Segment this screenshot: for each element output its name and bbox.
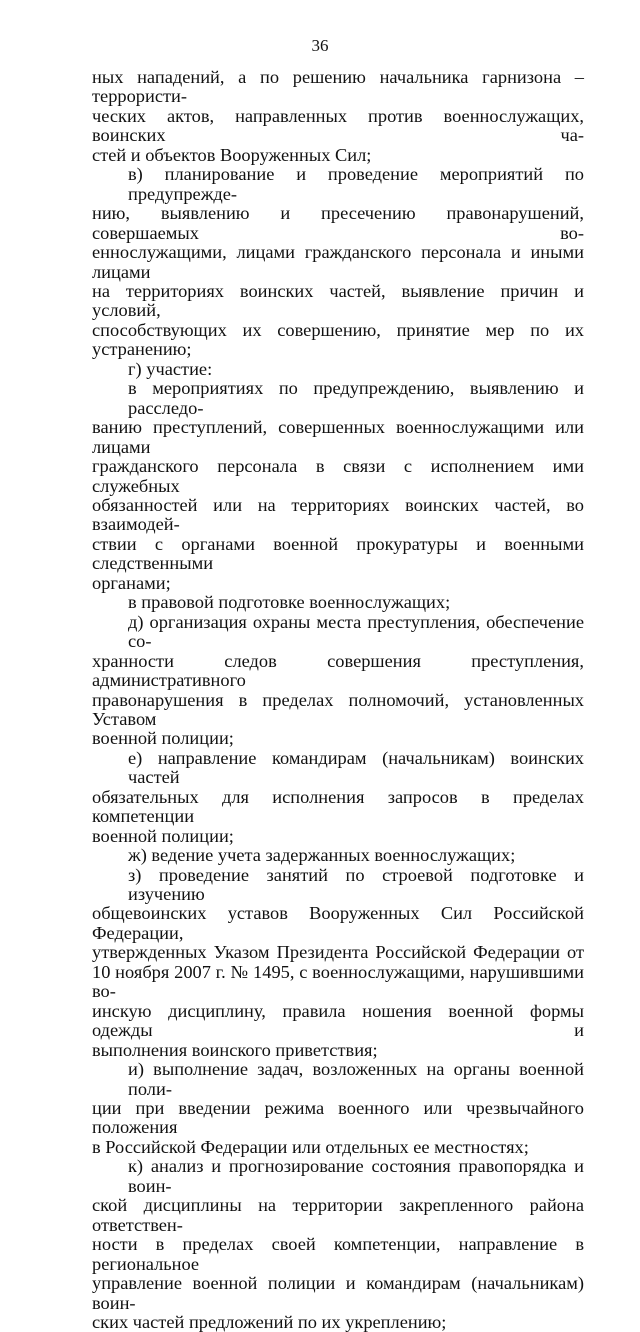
paragraph bbox=[92, 379, 584, 593]
paragraph bbox=[92, 749, 584, 846]
text-line: правонарушения в пределах полномочий, установленных Уставом bbox=[92, 689, 584, 729]
text-line: управление военной полиции и командирам (начальникам) воин- bbox=[92, 1273, 584, 1313]
text-line: способствующих их совершению, принятие мер по их устранению; bbox=[92, 319, 584, 360]
text-line: обязанностей или на территориях воинских частей, во взаимодей- bbox=[92, 494, 584, 535]
document-body bbox=[92, 68, 584, 1332]
text-line: в правовой подготовке военнослужащих; bbox=[128, 592, 451, 613]
text-line: обязательных для исполнения запросов в пределах компетенции bbox=[92, 786, 584, 827]
paragraph bbox=[92, 613, 584, 749]
text-line: еннослужащими, лицами гражданского персонала и иными лицами bbox=[92, 242, 584, 282]
text-line: органами; bbox=[92, 572, 171, 593]
text-line: в Российской Федерации или отдельных ее местностях; bbox=[92, 1136, 529, 1157]
text-line: ской дисциплины на территории закрепленного района ответствен- bbox=[92, 1195, 584, 1235]
text-line: гражданского персонала в связи с исполнением ими служебных bbox=[92, 456, 584, 496]
text-line: ческих актов, направленных против военнослужащих, воинских ча- bbox=[92, 105, 584, 146]
page-number: 36 bbox=[311, 36, 329, 55]
text-line: г) участие: bbox=[128, 358, 213, 379]
paragraph bbox=[92, 846, 584, 865]
text-line: хранности следов совершения преступления, административного bbox=[92, 650, 584, 691]
text-line: ствии с органами военной прокуратуры и военными следственными bbox=[92, 533, 584, 574]
text-line: военной полиции; bbox=[92, 825, 234, 846]
text-line: нию, выявлению и пресечению правонарушений, совершаемых во- bbox=[92, 203, 584, 243]
paragraph bbox=[92, 1060, 584, 1157]
text-line: общевоинских уставов Вооруженных Сил Российской Федерации, bbox=[92, 903, 584, 943]
text-line: з) проведение занятий по строевой подготовке и изучению bbox=[128, 864, 584, 905]
paragraph bbox=[92, 593, 584, 612]
text-line: утвержденных Указом Президента Российской Федерации от bbox=[92, 942, 584, 963]
paragraph bbox=[92, 360, 584, 379]
text-line: выполнения воинского приветствия; bbox=[92, 1039, 378, 1060]
text-line: ных нападений, а по решению начальника гарнизона – террористи- bbox=[92, 67, 584, 107]
text-line: ванию преступлений, совершенных военнослужащими или лицами bbox=[92, 417, 584, 457]
paragraph bbox=[92, 68, 584, 165]
text-line: ских частей предложений по их укреплению; bbox=[92, 1312, 447, 1332]
text-line: в) планирование и проведение мероприятий по предупрежде- bbox=[128, 164, 584, 204]
text-line: инскую дисциплину, правила ношения военной формы одежды и bbox=[92, 1000, 584, 1041]
text-line: в мероприятиях по предупреждению, выявлению и расследо- bbox=[128, 378, 584, 418]
text-line: на территориях воинских частей, выявление причин и условий, bbox=[92, 280, 584, 321]
text-line: ности в пределах своей компетенции, направление в региональное bbox=[92, 1234, 584, 1274]
text-line: военной полиции; bbox=[92, 728, 234, 749]
text-line: ции при введении режима военного или чрезвычайного положения bbox=[92, 1098, 584, 1138]
paragraph bbox=[92, 165, 584, 360]
text-line: 10 ноября 2007 г. № 1495, с военнослужащими, нарушившими во- bbox=[92, 961, 584, 1002]
paragraph bbox=[92, 866, 584, 1061]
text-line: е) направление командирам (начальникам) воинских частей bbox=[128, 747, 584, 788]
text-line: к) анализ и прогнозирование состояния правопорядка и воин- bbox=[128, 1156, 584, 1196]
text-line: д) организация охраны места преступления, обеспечение со- bbox=[128, 611, 584, 652]
text-line: и) выполнение задач, возложенных на органы военной поли- bbox=[128, 1059, 584, 1099]
text-line: стей и объектов Вооруженных Сил; bbox=[92, 144, 372, 165]
text-line: ж) ведение учета задержанных военнослужащих; bbox=[128, 845, 516, 866]
paragraph bbox=[92, 1157, 584, 1332]
